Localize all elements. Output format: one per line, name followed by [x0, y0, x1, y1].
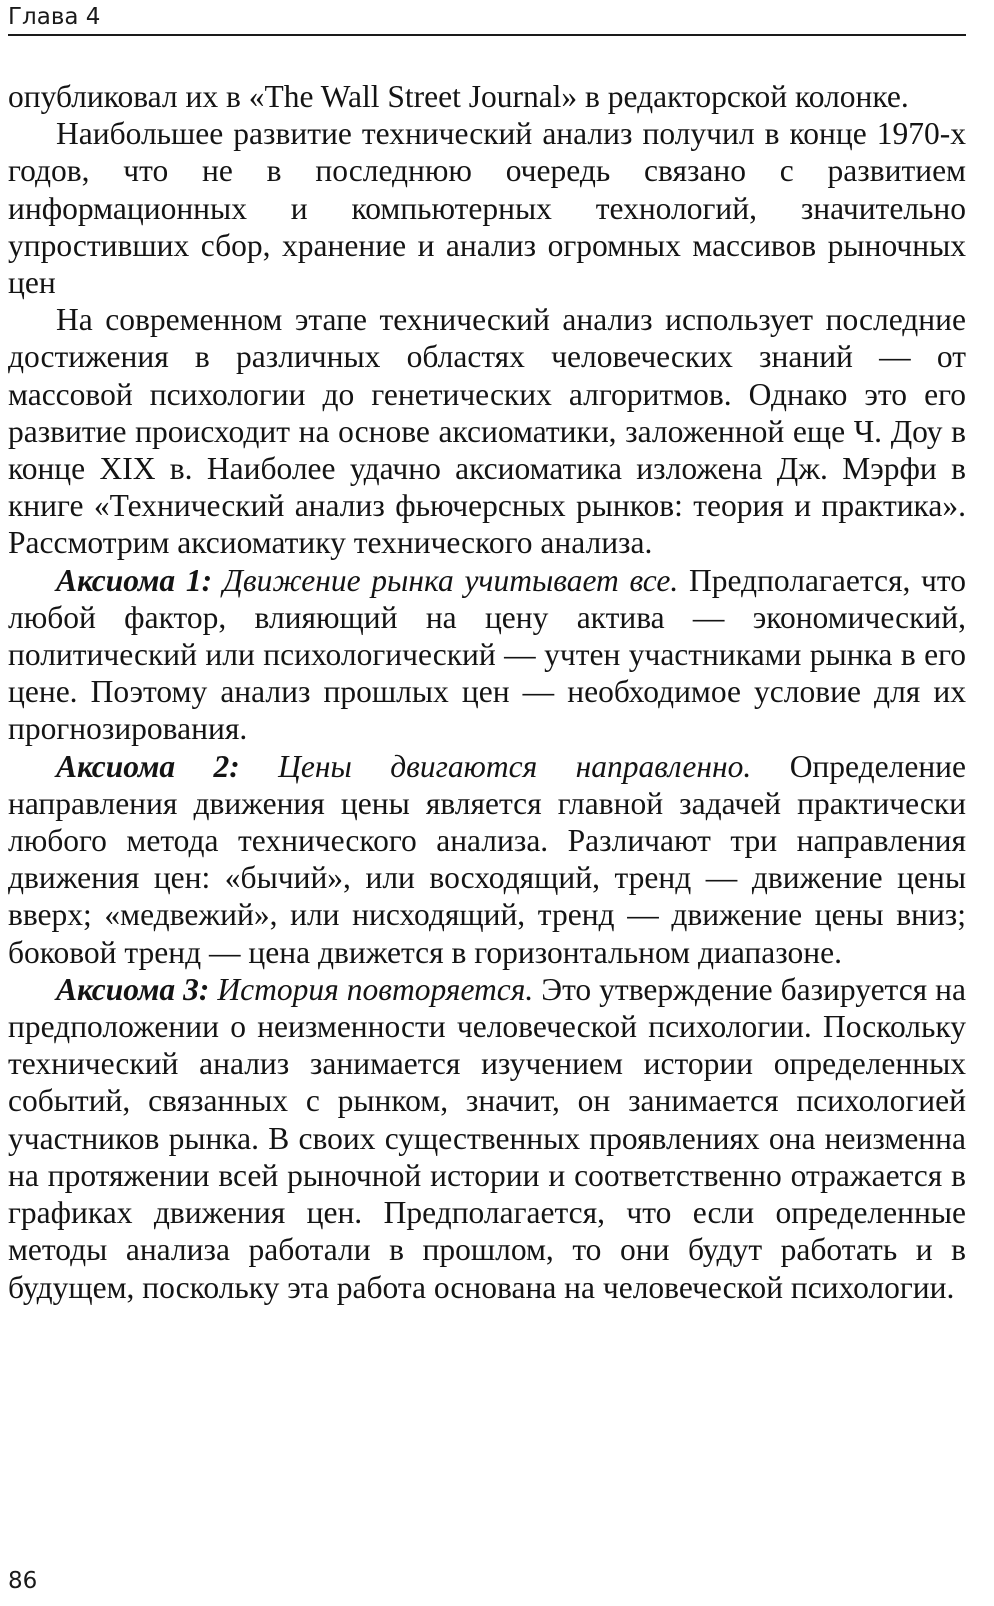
- paragraph-development: Наибольшее развитие технический анализ получил в конце 1970-х годов, что не в последнюю очередь связано с развитием информационных и компьютерных технологий, значительно упростивших сбор, хранение и анализ огромных массивов рыночных цен: [8, 116, 966, 301]
- axiom-1-text: Предполагается, что любой фактор, влияющий на цену актива — экономический, политический или психологический — учтен участниками рынка в его цене. Поэтому анализ прошлых цен — необходимое условие для их прогнозирования.: [8, 562, 966, 747]
- paragraph-continuation: опубликовал их в «The Wall Street Journal» в редакторской колонке.: [8, 79, 909, 114]
- chapter-running-head: Глава 4: [8, 4, 101, 30]
- axiom-3-title: История повторяется.: [217, 971, 534, 1007]
- axiom-1-title: Движение рынка учитывает все.: [222, 562, 679, 598]
- paragraph-modern-stage: На современном этапе технический анализ использует последние достижения в различных областях человеческих знаний — от массовой психологии до генетических алгоритмов. Однако это его развитие происходит на основе аксиоматики, заложенной еще Ч. Доу в конце XIX в. Наиболее удачно аксиоматика изложена Дж. Мэрфи в книге «Технический анализ фьючерсных рынков: теория и практика». Рассмотрим аксиоматику технического анализа.: [8, 302, 966, 561]
- axiom-2-title: Цены двигаются направленно.: [278, 748, 752, 784]
- page-number: 86: [8, 1568, 38, 1594]
- axiom-2-paragraph: [8, 748, 966, 971]
- header-rule: [8, 34, 966, 36]
- axiom-2-text: Определение направления движения цены является главной задачей практически любого метода технического анализа. Различают три направления движения цен: «бычий», или восходящий, тренд — движение цены вверх; «медвежий», или нисходящий, тренд — движение цены вниз; боковой тренд — цена движется в горизонтальном диапазоне.: [8, 748, 967, 970]
- axiom-3-text: Это утверждение базируется на предположении о неизменности человеческой психологии. Поскольку технический анализ занимается изучением истории определенных событий, связанных с рынком, значит, он занимается психологией участников рынка. В своих существенных проявлениях она неизменна на протяжении всей рыночной истории и соответственно отражается в графиках движения цен. Предполагается, что если определенные методы анализа работали в прошлом, то они будут работать и в будущем, поскольку эта работа основана на человеческой психологии.: [8, 971, 967, 1305]
- axiom-3-label: Аксиома 3:: [56, 971, 210, 1007]
- axiom-1-paragraph: [8, 562, 966, 748]
- axiom-1-label: Аксиома 1:: [56, 562, 213, 598]
- axiom-3-paragraph: [8, 971, 966, 1306]
- axiom-2-label: Аксиома 2:: [56, 748, 240, 784]
- body-text: [8, 78, 966, 1306]
